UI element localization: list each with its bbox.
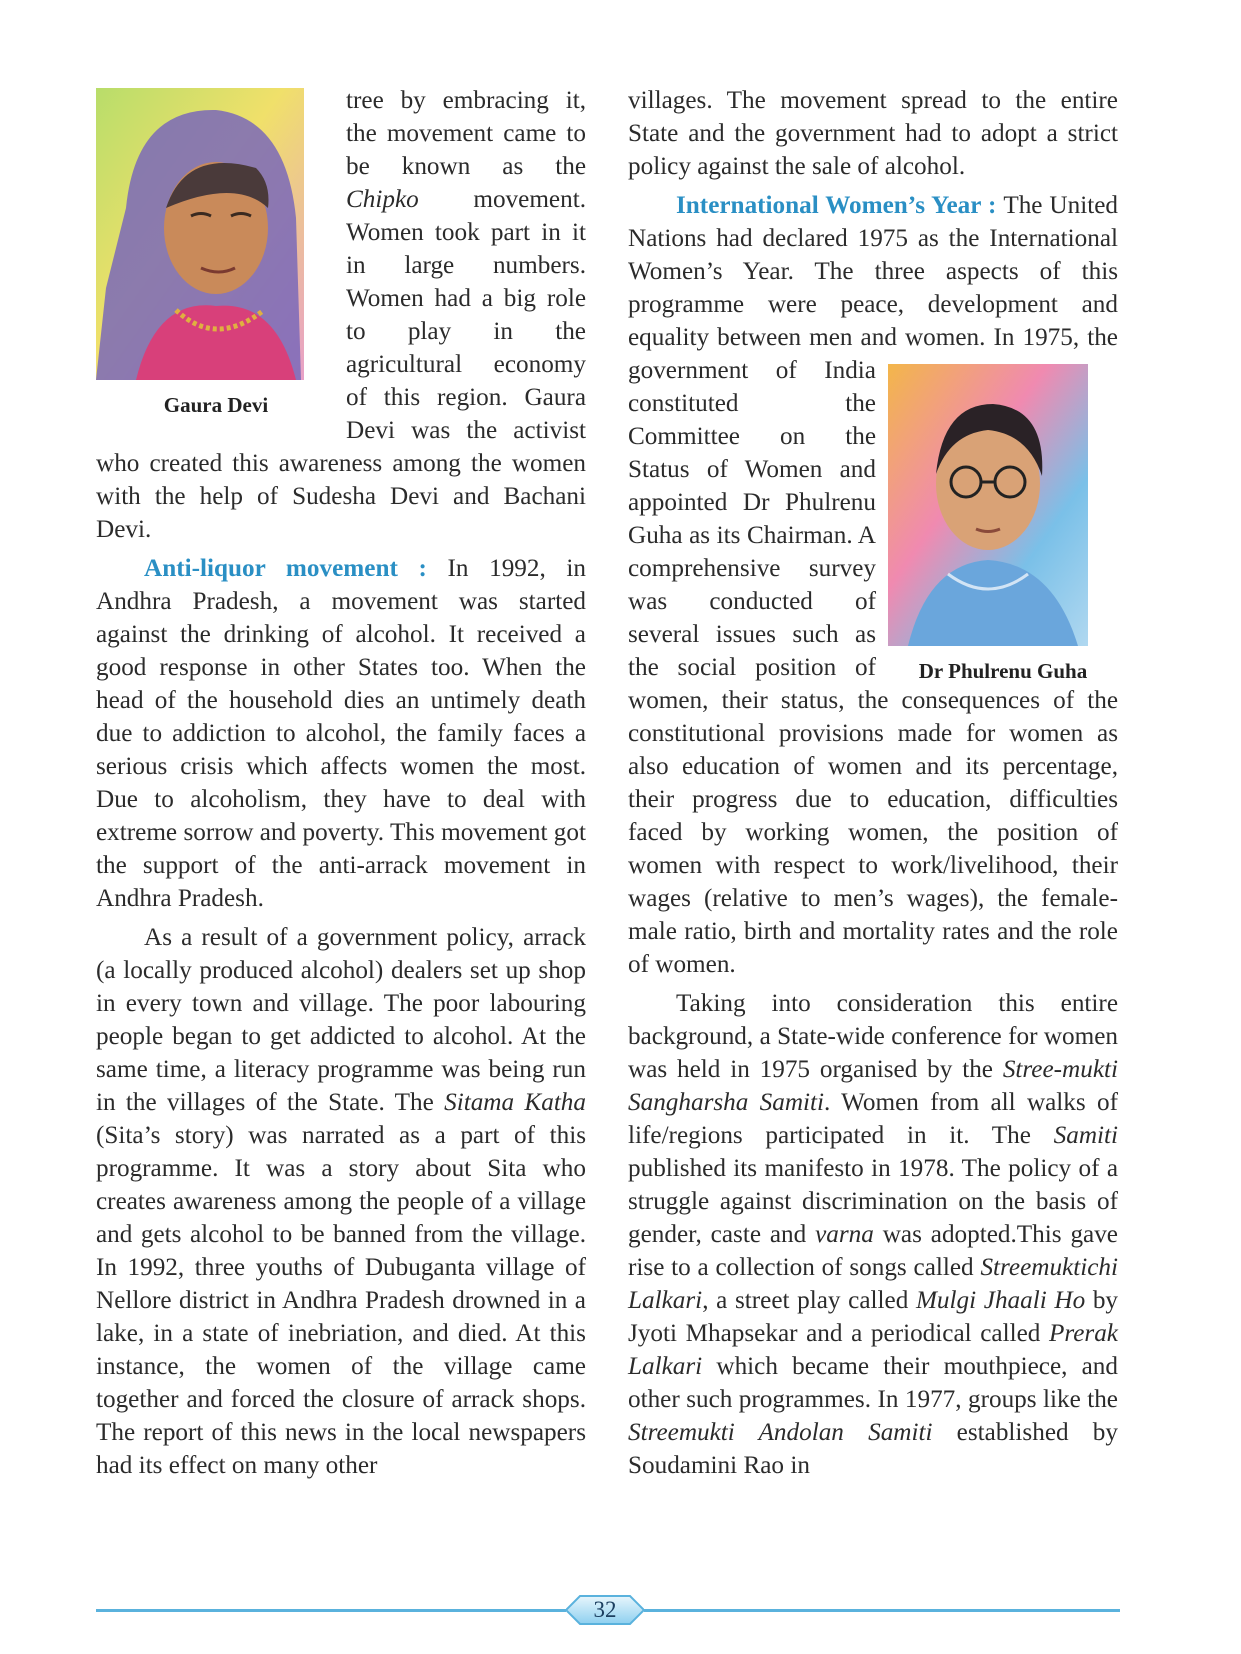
page-number: 32: [593, 1597, 617, 1622]
gaura-devi-figure: [96, 88, 336, 418]
paragraph-anti-liquor: Anti-liquor movement : In 1992, in Andhra Pradesh, a movement was started against the drinking of alcohol. It received a good response in other States too. When the head of the household dies an untimely death due to addiction to alcohol, the family faces a serious crisis which affects women the most. Due to alcoholism, they have to deal with extreme sorrow and poverty. This movement got the support of the anti-arrack movement in Andhra Pradesh.: [96, 555, 587, 912]
womens-year-heading: International Women’s Year :: [676, 192, 1004, 219]
right-column: [628, 84, 1118, 1482]
paragraph-womens-year: International Women’s Year : The United Nations had declared 1975 as the International Women’s Year. The three aspects of this programme were peace, development and equality between men and women. In 1975, the government of Dr Phulrenu Guha India constituted the Committee on the Status of Women and appointed Dr Phulrenu Guha as its Chairman. A comprehensive survey was conducted of several issues such as the social position of women, their status, the consequences of the constitutional provisions made for women as also education of women and its percentage, their progress due to education, difficulties faced by working women, the position of women with respect to work/livelihood, their wages (relative to men’s wages), the female-male ratio, birth and mortality rates and the role of women.: [628, 192, 1118, 978]
footer-rule-left: [96, 1609, 566, 1612]
gaura-devi-caption: Gaura Devi: [163, 393, 269, 417]
paragraph-arrack: As a result of a government policy, arrack (a locally produced alcohol) dealers set up shop in every town and village. The poor labouring people began to get addicted to alcohol. At the same time, a literacy programme was being run in the villages of the State. The Sitama Katha (Sita’s story) was narrated as a part of this programme. It was a story about Sita who creates awareness among the people of a village and gets alcohol to be banned from the village. In 1992, three youths of Dubuganta village of Nellore district in Andhra Pradesh drowned in a lake, in a state of inebriation, and died. At this instance, the women of the village came together and forced the closure of arrack shops. The report of this news in the local newspapers had its effect on many other: [96, 924, 586, 1479]
phulrenu-guha-caption: Dr Phulrenu Guha: [918, 659, 1088, 683]
paragraph-chipko: tree by embracing it, the movement came to be known as the Chipko movement. Women took part in it in large numbers. Women had a big role to play in the agricultural economy of this region. Gaura Devi was the activist who created this awareness among the women with the help of Sudesha Devi and Bachani Devi.: [96, 87, 586, 543]
paragraph-villages: villages. The movement spread to the entire State and the government had to adopt a strict policy against the sale of alcohol.: [628, 87, 1118, 180]
paragraph-conference: Taking into consideration this entire background, a State-wide conference for women was held in 1975 organised by the Stree-mukti Sangharsha Samiti. Women from all walks of life/regions participated in it. The Samiti published its manifesto in 1978. The policy of a struggle against discrimination on the basis of gender, caste and varna was adopted.This gave rise to a collection of songs called Streemuktichi Lalkari, a street play called Mulgi Jhaali Ho by Jyoti Mhapsekar and a periodical called Prerak Lalkari which became their mouthpiece, and other such programmes. In 1977, groups like the Streemukti Andolan Samiti established by Soudamini Rao in: [628, 990, 1119, 1479]
phulrenu-guha-portrait: [888, 364, 1088, 646]
left-column: [96, 84, 586, 1482]
anti-liquor-heading: Anti-liquor movement :: [144, 555, 448, 582]
footer-rule-right: [644, 1609, 1120, 1612]
phulrenu-guha-figure: [888, 364, 1118, 684]
gaura-devi-portrait: [96, 88, 304, 380]
